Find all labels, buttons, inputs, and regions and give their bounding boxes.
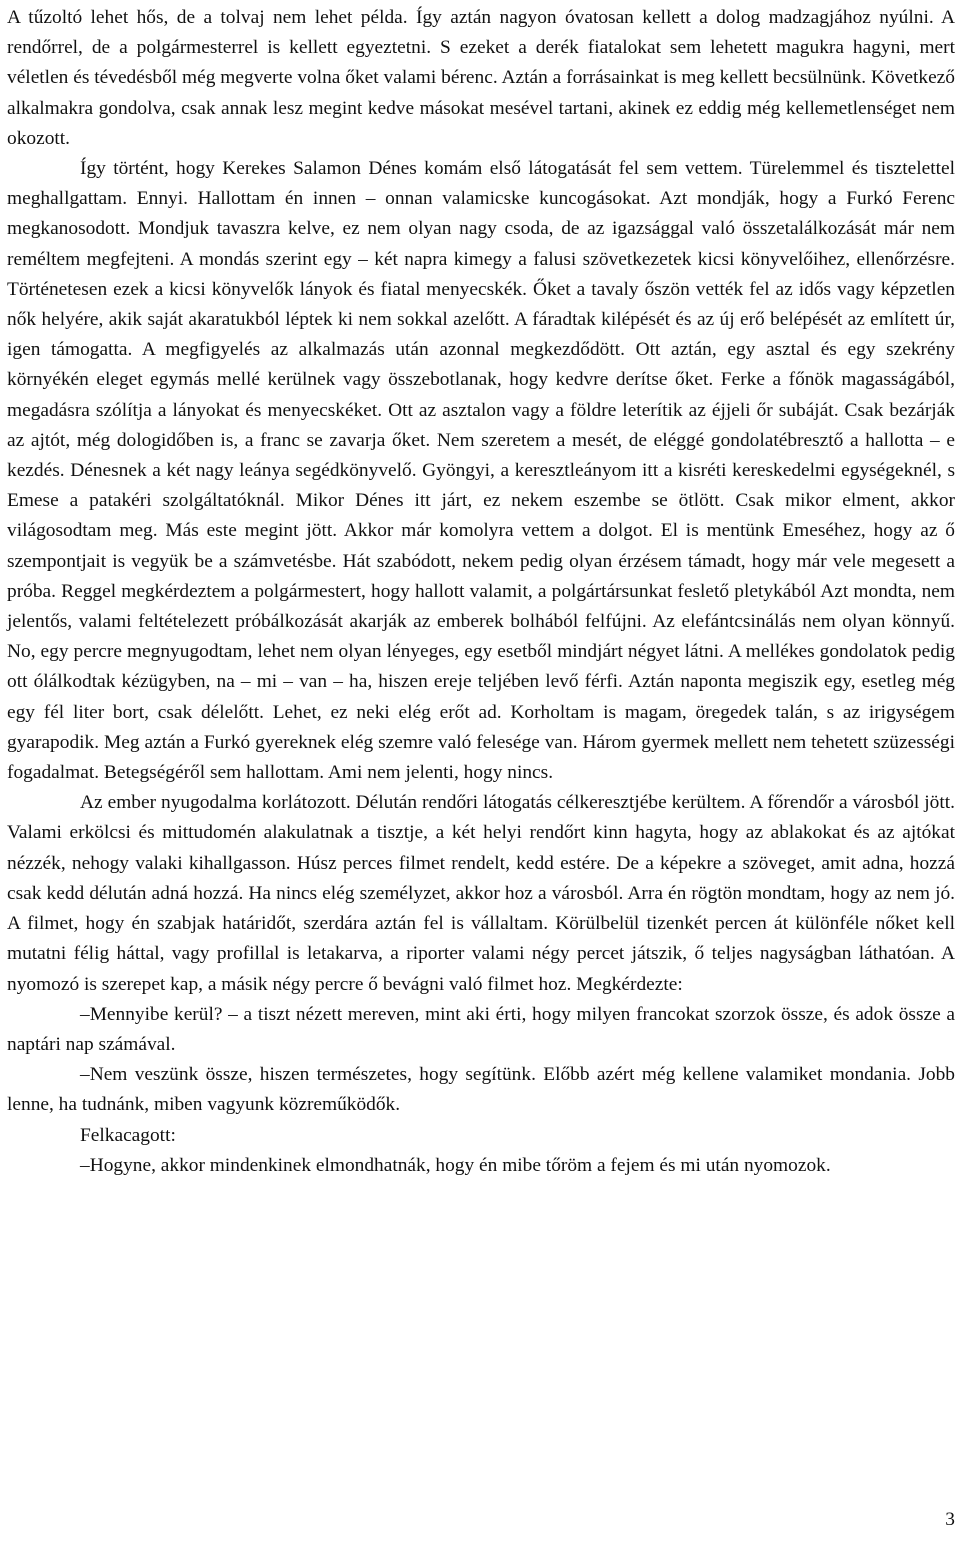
paragraph-3: Az ember nyugodalma korlátozott. Délután rendőri látogatás célkeresztjébe kerültem. A főrendőr a városból jött. Valami erkölcsi és mittudomén alakulatnak a tisztje, a két helyi rendőrt kinn hagyta, hogy az ablakokat és az ajtókat nézzék, nehogy valaki kihallgasson. Húsz perces filmet rendelt, kedd estére. De a képekre a szöveget, amit adna, hozzá csak kedd délután adná hozzá. Ha nincs elég személyzet, akkor hoz a városból. Arra én rögtön mondtam, hogy az nem jó. A filmet, hogy én szabjak határidőt, szerdára aztán fel is vállaltam. Körülbelül tizenkét percen át különféle nőket kell mutatni félig háttal, vagy profillal is letakarva, a riporter valami négy percet játszik, ő teljes nagyságban láthatóan. A nyomozó is szerepet kap, a másik négy percre ő bevágni való filmet hoz. Megkérdezte:	[7, 792, 955, 995]
paragraph-2: Így történt, hogy Kerekes Salamon Dénes komám első látogatását fel sem vettem. Türelemmel és tisztelettel meghallgattam. Ennyi. Hallottam én innen – onnan valamicske kuncogásokat. Azt mondják, hogy a Furkó Ferenc megkanosodott. Mondjuk tavaszra kelve, ez nem olyan nagy csoda, de az igazsággal való összetalálkozását már nem reméltem megfejteni. A mondás szerint egy – két napra kimegy a falusi szövetkezetek kicsi könyvelőihez, ellenőrzésre. Történetesen ezek a kicsi könyvelők lányok és fiatal menyecskék. Őket a tavaly őszön vették fel az idős vagy képzetlen nők helyére, akik saját akaratukból léptek ki nem sokkal azelőtt. A fáradtak kilépését és az új erő belépését az említett úr, igen támogatta. A megfigyelés az alkalmazás után azonnal megkezdődött. Ott aztán, egy asztal és egy szekrény környékén eleget egymás mellé kerülnek vagy összebotlanak, hogy kedvre derítse őket. Ferke a főnök magasságából, megadásra szólítja a lányokat és menyecskéket. Ott az asztalon vagy a földre leterítik az éjjeli őr subáját. Csak bezárják az ajtót, még dologidőben is, a franc se zavarja őket. Nem szeretem a mesét, de eléggé gondolatébresztő a hallotta – e kezdés. Dénesnek a két nagy leánya segédkönyvelő. Gyöngyi, a keresztleányom itt a kisréti kereskedelmi egységeknél, s Emese a patakéri szolgáltatóknál. Mikor Dénes itt járt, ez nekem eszembe se ötlött. Csak mikor elment, akkor világosodtam meg. Más este megint jött. Akkor már komolyra vettem a dolgot. El is mentünk Emeséhez, hogy az ő szempontjait is vegyük be a számvetésbe. Hát szabódott, nekem pedig olyan érzésem támadt, hogy már vele megesett a próba. Reggel megkérdeztem a polgármestert, hogy hallott valamit, a polgártársunkat feslető pletykából Azt mondta, nem jelentős, valami feltételezett próbálkozását akarják az emberek bolhából felfújni. Az elefántcsinálás nem olyan könnyű. No, egy percre megnyugodtam, lehet nem olyan lényeges, egy esetből mindjárt négyet látni. A mellékes gondolatok pedig ott ólálkodtak kézügyben, na – mi – van – ha, hiszen ereje teljében levő férfi. Aztán naponta megiszik egy, esetleg még egy fél liter bort, csak délelőtt. Lehet, ez neki elég erőt ad. Korholtam is magam, öregedek talán, s az irigységem gyarapodik. Meg aztán a Furkó gyereknek elég szemre való felesége van. Három gyermek mellett nem tehetett szüzességi fogadalmat. Betegségéről sem hallottam. Ami nem jelenti, hogy nincs.	[7, 158, 955, 784]
paragraph-4: –Mennyibe kerül? – a tiszt nézett mereven, mint aki érti, hogy milyen francokat szorzok össze, és adok össze a naptári nap számával.	[7, 1003, 955, 1055]
body-text	[7, 3, 955, 1181]
paragraph-7: –Hogyne, akkor mindenkinek elmondhatnák, hogy én mibe tőröm a fejem és mi után nyomozok.	[80, 1154, 831, 1176]
paragraph-6: Felkacagott:	[80, 1124, 176, 1146]
paragraph-5: –Nem veszünk össze, hiszen természetes, hogy segítünk. Előbb azért még kellene valamiket mondania. Jobb lenne, ha tudnánk, miben vagyunk közreműködők.	[7, 1064, 955, 1116]
paragraph-1: A tűzoltó lehet hős, de a tolvaj nem lehet példa. Így aztán nagyon óvatosan kellett a dolog madzagjához nyúlni. A rendőrrel, de a polgármesterrel is kellett egyeztetni. S ezeket a derék fiatalokat sem lehetett magukra hagyni, mert véletlen és tévedésből még megverte volna őket valami bérenc. Aztán a forrásainkat is meg kellett becsülnünk. Következő alkalmakra gondolva, csak annak lesz megint kedve másokat mesével tartani, akinek ez eddig még kellemetlenséget nem okozott.	[7, 7, 955, 149]
page-number: 3	[945, 1509, 955, 1530]
